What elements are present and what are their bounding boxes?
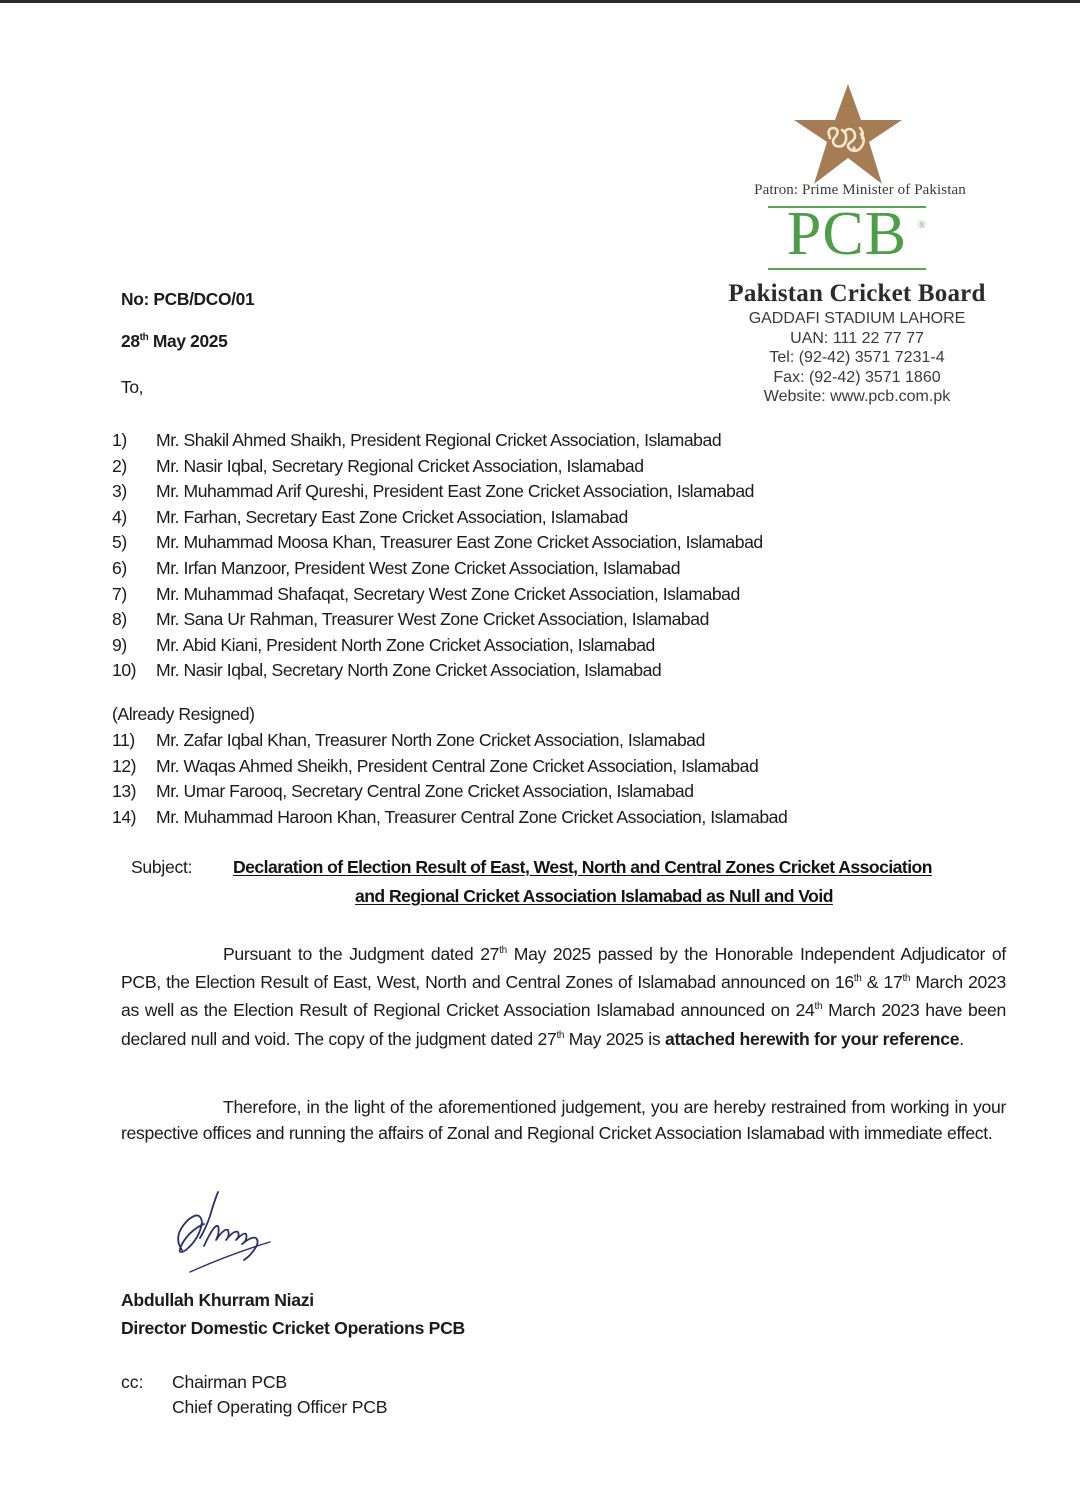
recipient-list [112,428,763,684]
subject-label: Subject: [131,857,193,877]
body-paragraph-1: Pursuant to the Judgment dated 27th May 2025 passed by the Honorable Independent Adjudicator of PCB, the Election Result of East, West, North and Central Zones of Islamabad announced on 16th & 17th March 2023 as well as the Election Result of Regional Cricket Association Islamabad announced on 24th March 2023 have been declared null and void. The copy of the judgment dated 27th May 2025 is attached herewith for your reference. [121,944,1006,1049]
recipient-item: 1) Mr. Shakil Ahmed Shaikh, President Regional Cricket Association, Islamabad [112,430,722,450]
recipient-item: 8) Mr. Sana Ur Rahman, Treasurer West Zone Cricket Association, Islamabad [112,609,709,630]
signatory-name: Abdullah Khurram Niazi [121,1290,314,1310]
fax-line: Fax: (92-42) 3571 1860 [773,369,941,386]
recipient-item: 11) Mr. Zafar Iqbal Khan, Treasurer North Zone Cricket Association, Islamabad [112,730,705,750]
recipient-item: 4) Mr. Farhan, Secretary East Zone Cricket Association, Islamabad [112,506,628,527]
recipient-item: 14) Mr. Muhammad Haroon Khan, Treasurer Central Zone Cricket Association, Islamabad [112,806,788,827]
uan-line: UAN: 111 22 77 77 [790,330,924,347]
recipient-item: 12) Mr. Waqas Ahmed Sheikh, President Central Zone Cricket Association, Islamabad [112,755,759,776]
recipient-item: 13) Mr. Umar Farooq, Secretary Central Zone Cricket Association, Islamabad [112,781,694,802]
tel-line: Tel: (92-42) 3571 7231-4 [769,349,945,366]
top-edge-border [0,0,1080,3]
letter-date: 28th May 2025 [121,331,228,351]
pcb-star-logo-icon [790,82,906,186]
body-paragraph-2: Therefore, in the light of the aforementioned judgement, you are hereby restrained from working in your respective offices and running the affairs of Zonal and Regional Cricket Association Islamabad with immediate effect. [121,1097,1006,1143]
address-line: GADDAFI STADIUM LAHORE [748,310,966,327]
already-resigned-label: (Already Resigned) [112,704,255,724]
handwritten-signature-icon [160,1188,300,1278]
registered-mark: ® [918,220,926,231]
signatory-title: Director Domestic Cricket Operations PCB [121,1318,465,1338]
recipient-item: 3) Mr. Muhammad Arif Qureshi, President East Zone Cricket Association, Islamabad [112,481,755,502]
website-line: Website: www.pcb.com.pk [763,388,951,405]
recipient-item: 2) Mr. Nasir Iqbal, Secretary Regional Cricket Association, Islamabad [112,455,644,476]
organization-name: Pakistan Cricket Board [728,280,986,307]
recipient-item: 7) Mr. Muhammad Shafaqat, Secretary West Zone Cricket Association, Islamabad [112,583,740,604]
reference-number: No: PCB/DCO/01 [121,289,255,309]
cc-item-chairman: Chairman PCB [172,1372,287,1392]
logo-bottom-rule [768,268,926,270]
recipient-item: 6) Mr. Irfan Manzoor, President West Zone Cricket Association, Islamabad [112,557,681,578]
cc-item-coo: Chief Operating Officer PCB [172,1397,388,1417]
pcb-wordmark: PCB [786,200,908,268]
resigned-recipient-list [112,728,787,830]
subject-line-1: Declaration of Election Result of East, West, North and Central Zones Cricket Association [233,857,932,877]
recipient-item: 5) Mr. Muhammad Moosa Khan, Treasurer East Zone Cricket Association, Islamabad [112,532,763,553]
recipient-item: 10) Mr. Nasir Iqbal, Secretary North Zone Cricket Association, Islamabad [112,660,662,681]
recipient-item: 9) Mr. Abid Kiani, President North Zone Cricket Association, Islamabad [112,634,655,655]
salutation: To, [121,377,144,397]
cc-label: cc: [121,1372,144,1392]
patron-line: Patron: Prime Minister of Pakistan [754,182,966,198]
subject-line-2: and Regional Cricket Association Islamabad as Null and Void [355,886,833,906]
